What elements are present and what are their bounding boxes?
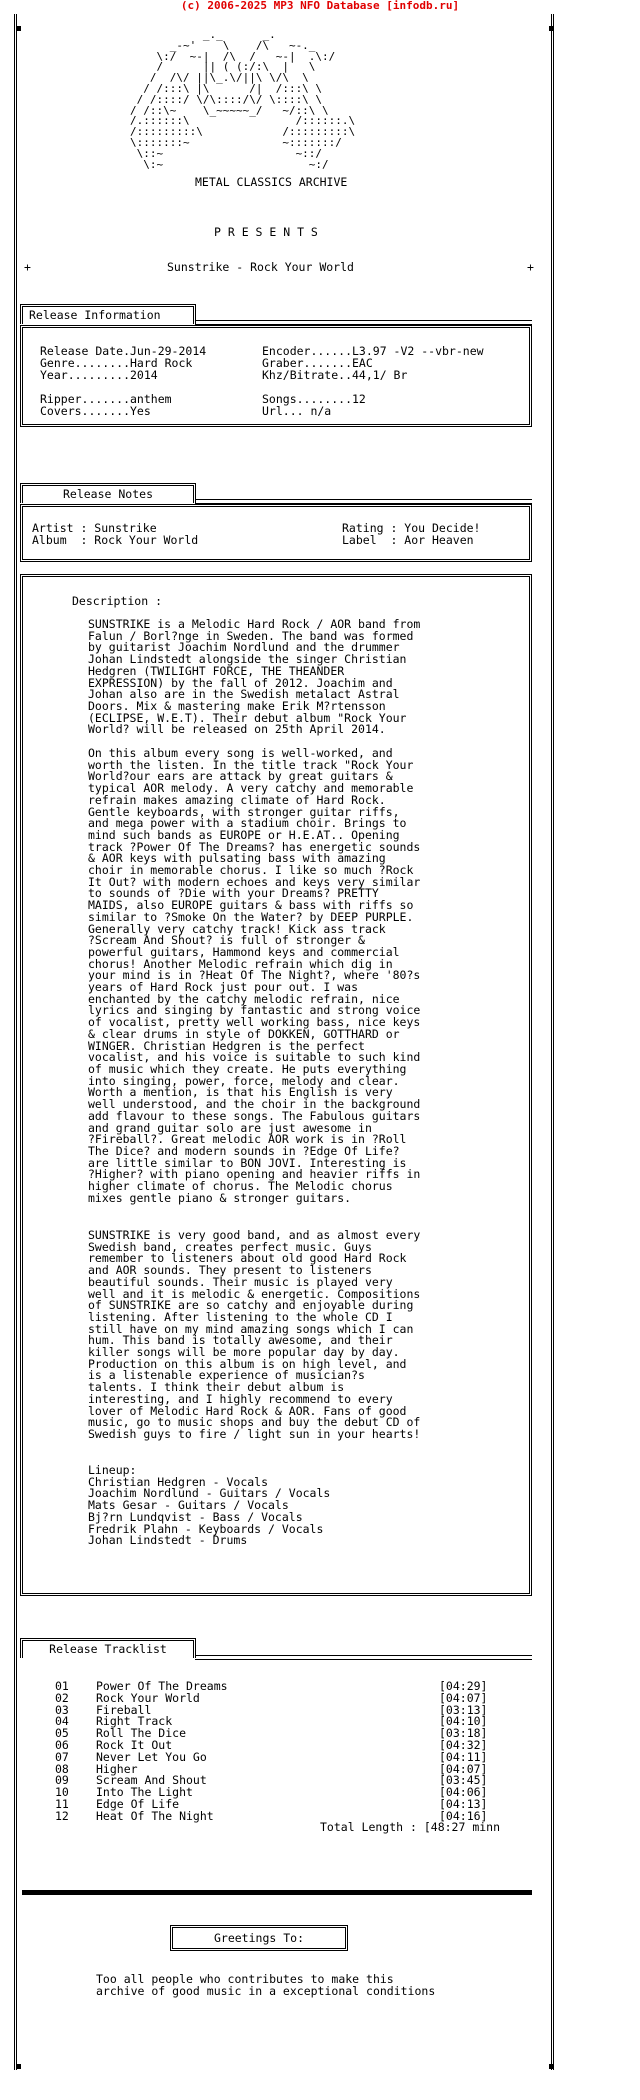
track-length: [04:29] (439, 1679, 488, 1693)
track-number: 02 (55, 1690, 69, 1705)
bullet-right: + (527, 260, 534, 274)
info-covers: Covers.......Yes (40, 404, 151, 418)
track-title: Roll The Dice (96, 1726, 187, 1741)
notes-artist: Artist : Sunstrike (32, 521, 157, 535)
greetings-box: Greetings To: (170, 1925, 348, 1951)
track-title: Higher (96, 1761, 138, 1776)
info-songs: Songs........12 (262, 392, 366, 406)
ascii-logo: _._ _. _-~' \ /\ ~-._ \:/ ~-| /\ / ~-| .\:/ / || ( (:/:\ | \ / /\/ ||\_.\/||\ \/\ \ / /:::\ |\ /| /:::\ \ / /::::/ \/\::::/\/ \::::\ \ / /::\~ \_~~~~~_/ ~/::\ \ /.::::::\ /::::::.\ /:::::::::\ /:::::::::\ \:::::::~ ~:::::::/ \::~ ~::/ \:~ ~:/ (130, 28, 356, 171)
track-length: [04:32] (439, 1738, 488, 1752)
track-title: Rock It Out (96, 1738, 173, 1752)
notes-album: Album : Rock Your World (32, 533, 199, 547)
credit-header: (c) 2006-2025 MP3 NFO Database [infodb.ru] (180, 0, 460, 12)
description-heading: Description : (72, 594, 163, 608)
track-title: Scream And Shout (96, 1773, 207, 1788)
lineup: Lineup: Christian Hedgren - Vocals Joachim Nordlund - Guitars / Vocals Mats Gesar - Guitars / Vocals Bj?rn Lundqvist - Bass / Vocals Fredrik Plahn - Keyboards / Vocals Johan Lindstedt - Drums (88, 1463, 331, 1548)
greetings-text: Too all people who contributes to make this archive of good music in a exceptional conditions (96, 1972, 436, 1998)
track-length: [03:45] (439, 1773, 488, 1788)
track-number: 09 (55, 1773, 69, 1788)
info-genre: Genre........Hard Rock (40, 356, 193, 370)
track-title: Power Of The Dreams (96, 1679, 228, 1693)
track-length: [04:06] (439, 1785, 488, 1800)
logo-caption: METAL CLASSICS ARCHIVE (195, 175, 348, 189)
info-graber: Graber.......EAC (262, 356, 373, 370)
description-paragraph-1: SUNSTRIKE is a Melodic Hard Rock / AOR band from Falun / Borl?nge in Sweden. The band was formed by guitarist Joachim Nordlund and the drummer Johan Lindstedt alongside the singer Christian Hedgren (TWILIGHT FORCE, THE THEANDER EXPRESSION) by the fall of 2012. Joachim and Johan also are in the Swedish metalact Astral Doors. Mix & mastering make Erik M?rtensson (ECLIPSE, W.E.T). Their debut album "Rock Your World? will be released on 25th April 2014. (88, 617, 421, 737)
release-title: Sunstrike - Rock Your World (167, 260, 354, 274)
track-length: [04:10] (439, 1714, 488, 1729)
track-length: [04:07] (439, 1761, 488, 1776)
track-number: 05 (55, 1726, 69, 1741)
track-title: Into The Light (96, 1785, 193, 1800)
notes-label: Label : Aor Heaven (342, 533, 474, 547)
info-encoder: Encoder......L3.97 -V2 --vbr-new (262, 344, 484, 358)
tracklist-tab: Release Tracklist (20, 1638, 196, 1658)
track-length: [03:13] (439, 1702, 488, 1717)
track-length: [04:13] (439, 1797, 488, 1811)
track-length: [04:07] (439, 1690, 488, 1705)
track-number: 11 (55, 1797, 69, 1811)
track-title: Heat Of The Night (96, 1808, 214, 1823)
track-title: Edge Of Life (96, 1797, 180, 1811)
release-info-tab: Release Information (20, 304, 196, 324)
release-notes-tab: Release Notes (20, 483, 196, 503)
total-length: Total Length : [48:27 minn (320, 1820, 501, 1834)
track-number: 08 (55, 1761, 69, 1776)
track-title: Rock Your World (96, 1690, 200, 1705)
track-title: Fireball (96, 1702, 152, 1717)
tracklist-rule (195, 1655, 532, 1660)
info-bitrate: Khz/Bitrate..44,1/ Br (262, 368, 408, 382)
track-length: [04:16] (439, 1808, 488, 1823)
info-url: Url... n/a (262, 404, 332, 418)
info-year: Year.........2014 (40, 368, 158, 382)
description-paragraph-2: On this album every song is well-worked, and worth the listen. In the title track "Rock Your World?our ears are attack by great guitars & typical AOR melody. A very catchy and memorable refrain makes amazing climate of Hard Rock. Gentle keyboards, with stronger guitar riffs, and mega power with a stadium choir. Brings to mind such bands as EUROPE or H.E.AT.. Opening track ?Power Of The Dreams? has energetic sounds & AOR keys with pulsating bass with amazing choir in memorable chorus. I like so much ?Rock It Out? with modern echoes and keys very similar to sounds of ?Die with your Dreams? PRETTY MAIDS, also EUROPE guitars & bass with riffs so similar to ?Smoke On the Water? by DEEP PURPLE. Generally very catchy track! Kick ass track ?Scream And Shout? is full of stronger & powerful guitars, Hammond keys and commercial chorus! Another Melodic refrain which dig in your mind is in ?Heat Of The Night?, where '80?s years of Hard Rock just pour out. I was enchanted by the catchy melodic refrain, nice lyrics and singing by fantastic and strong voice of vocalist, pretty well working bass, nice keys & clear drums in style of DOKKEN, GOTTHARD or WINGER. Christian Hedgren is the perfect vocalist, and his voice is suitable to such kind of music which they create. He puts everything into singing, power, force, melody and clear. Worth a mention, is that his English is very well understood, and the choir in the background add flavour to these songs. The Fabulous guitars and grand guitar solo are just awesome in ?Fireball?. Great melodic AOR work is in ?Roll The Dice? and modern sounds in ?Edge Of Life? are little similar to BON JOVI. Interesting is ?Higher? with piano opening and heavier riffs in higher climate of chorus. The Melodic chorus mixes gentle piano & stronger guitars. (88, 746, 421, 1205)
track-number: 12 (55, 1808, 69, 1823)
presents-line: P R E S E N T S (214, 225, 318, 239)
track-number: 04 (55, 1714, 69, 1729)
track-length: [04:11] (439, 1749, 488, 1764)
track-number: 03 (55, 1702, 69, 1717)
notes-rating: Rating : You Decide! (342, 521, 481, 535)
track-number: 01 (55, 1679, 69, 1693)
track-length: [03:18] (439, 1726, 488, 1741)
info-ripper: Ripper.......anthem (40, 392, 172, 406)
track-number: 07 (55, 1749, 69, 1764)
info-release-date: Release Date.Jun-29-2014 (40, 344, 207, 358)
track-title: Never Let You Go (96, 1749, 207, 1764)
divider-bar (22, 1890, 532, 1895)
track-title: Right Track (96, 1714, 173, 1729)
bullet-left: + (24, 260, 31, 274)
description-paragraph-3: SUNSTRIKE is very good band, and as almost every Swedish band, creates perfect music. Guys remember to listeners about old good Hard Rock and AOR sounds. They present to listeners beautiful sounds. Their music is played very well and it is melodic & energetic. Compositions of SUNSTRIKE are so catchy and enjoyable during listening. After listening to the whole CD I still have on my mind amazing songs which I can hum. This band is totally awesome, and their killer songs will be more popular day by day. Production on this album is on high level, and is a listenable experience of musician?s talents. I think their debut album is interesting, and I highly recommend to every lover of Melodic Hard Rock & AOR. Fans of good music, go to music shops and buy the debut CD of Swedish guys to fire / light sun in your hearts! (88, 1228, 421, 1441)
track-number: 10 (55, 1785, 69, 1800)
track-number: 06 (55, 1738, 69, 1752)
